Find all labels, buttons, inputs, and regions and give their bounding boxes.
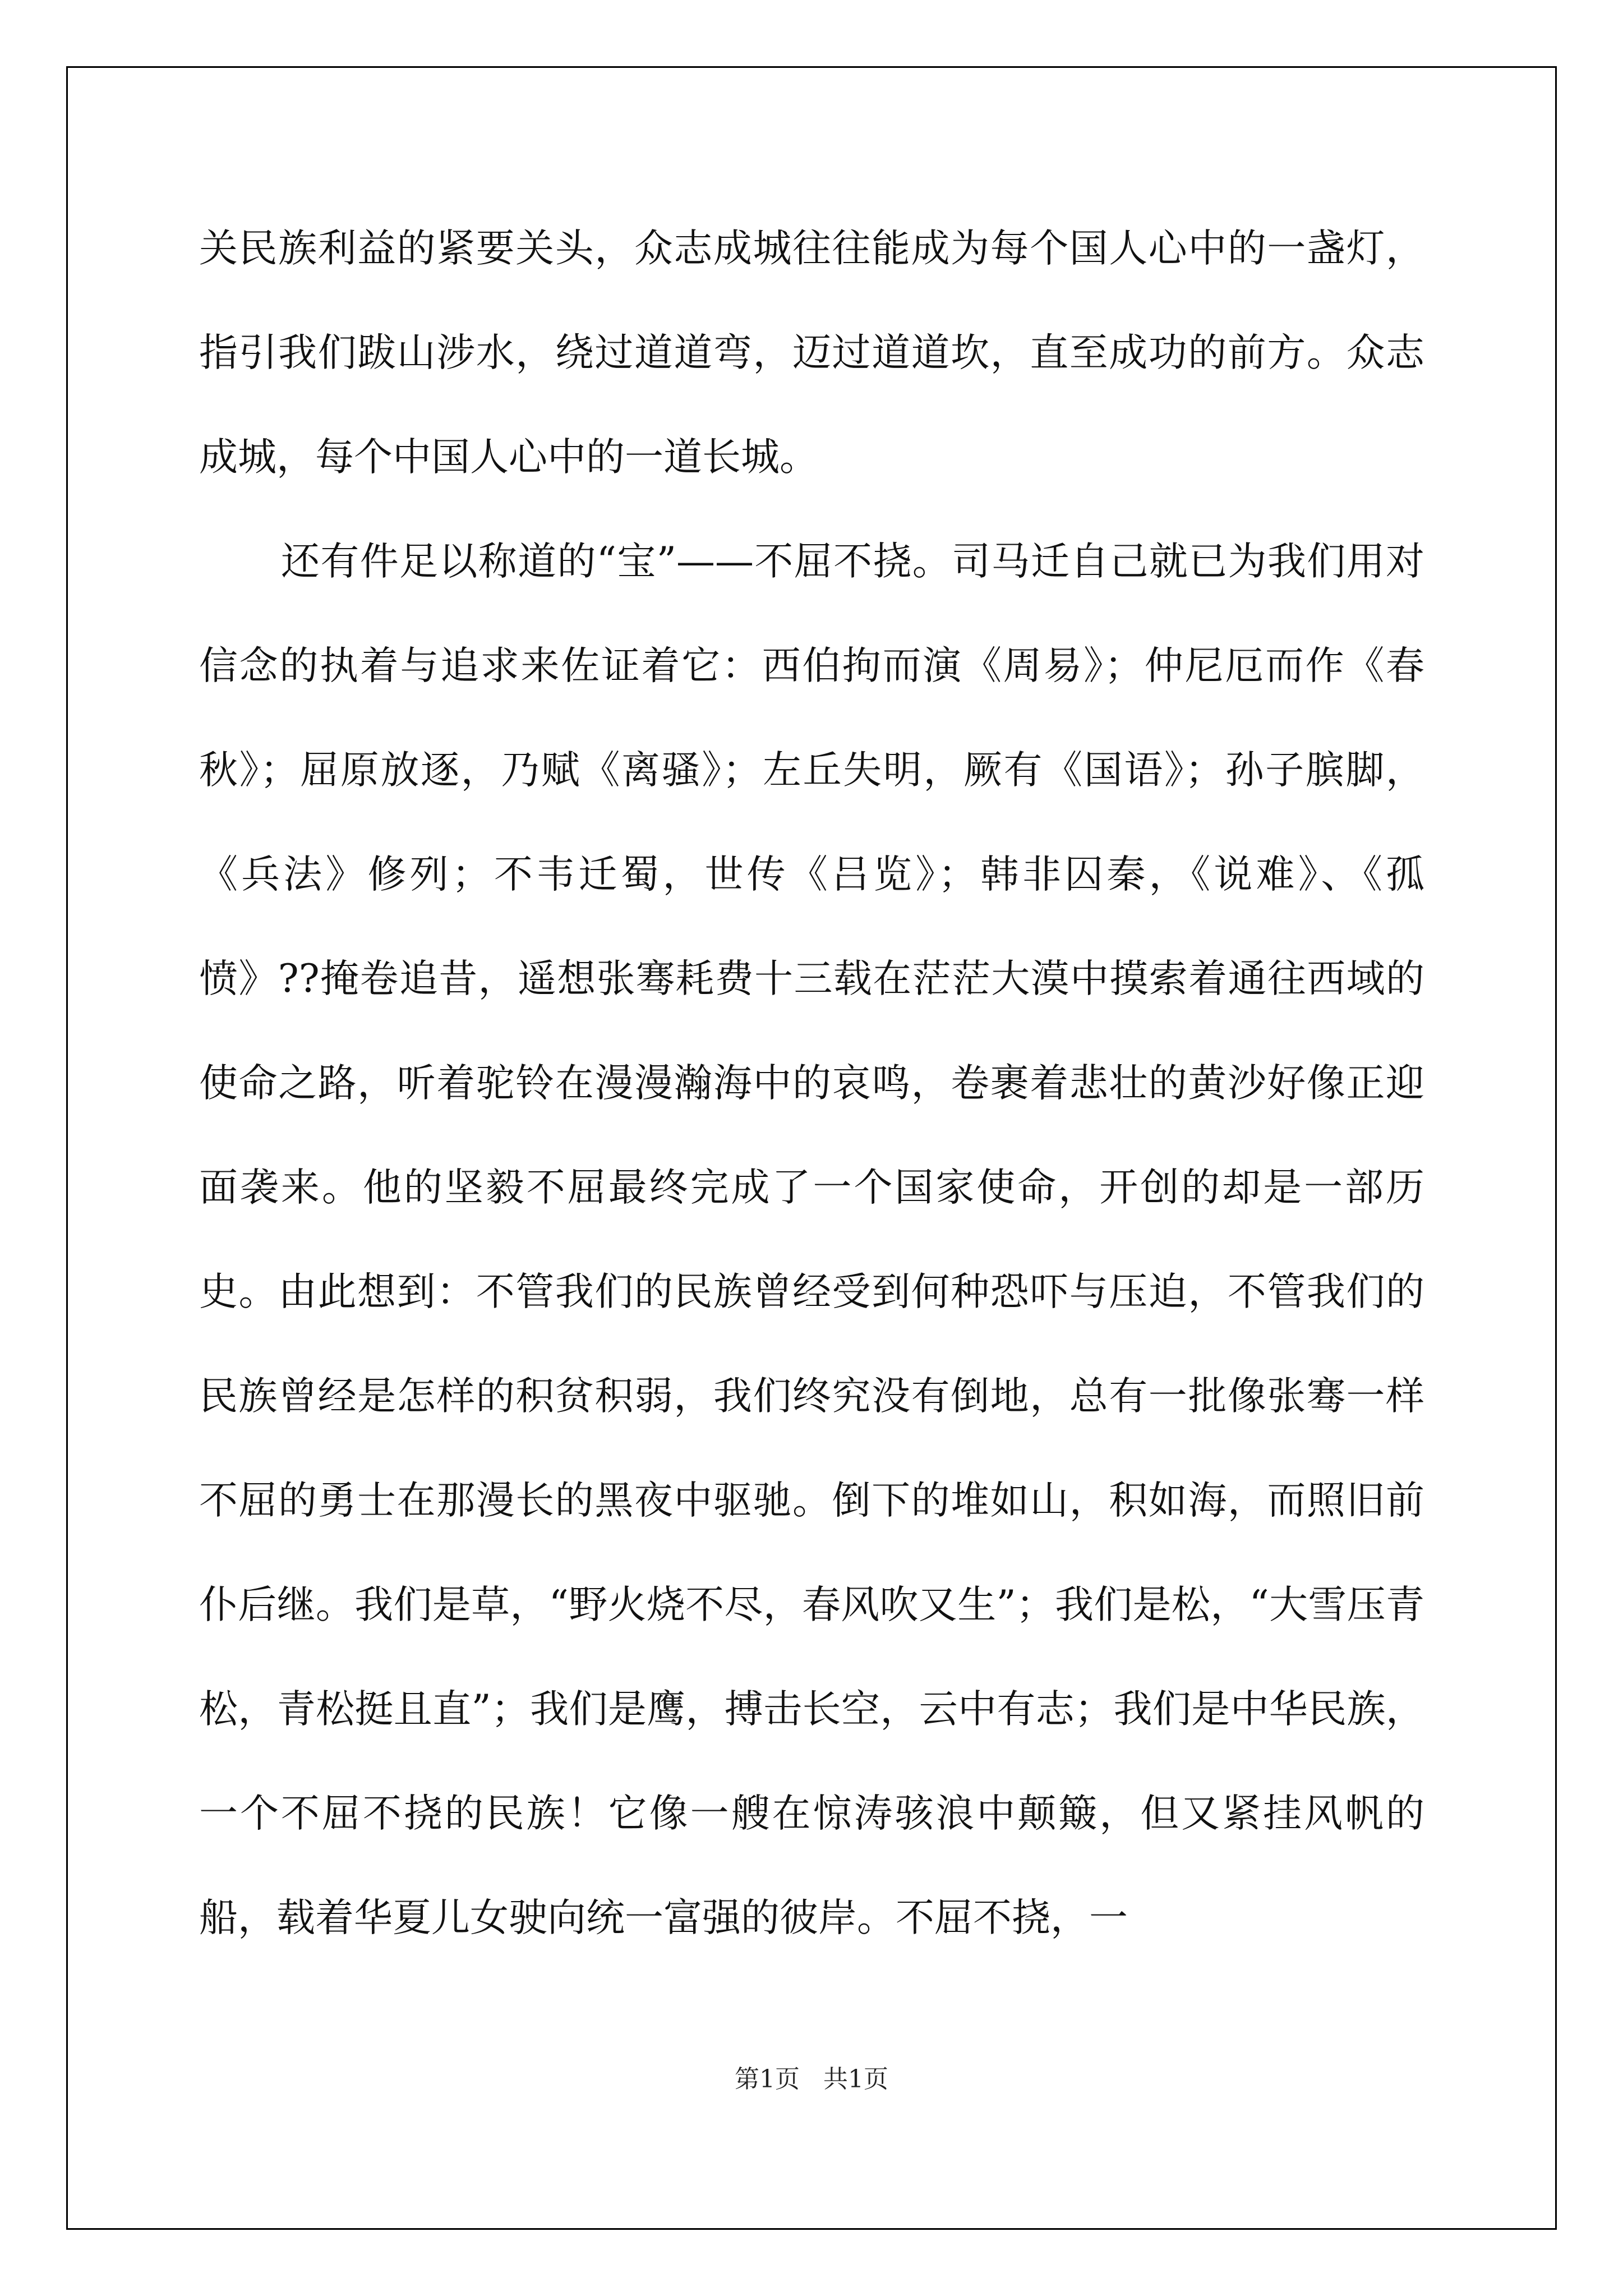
document-body xyxy=(199,196,1424,1970)
page-footer: 第1页 共1页 xyxy=(735,2065,888,2093)
paragraph-perseverance: 还有件足以称道的“宝”——不屈不挠。司马迁自己就已为我们用对信念的执着与追求来佐证着它：西伯拘而演《周易》；仲尼厄而作《春秋》；屈原放逐，乃赋《离骚》；左丘失明，厥有《国语》；孙子膑脚，《兵法》修列；不韦迁蜀，世传《吕览》；韩非囚秦，《说难》、《孤愤》??掩卷追昔，遥想张骞耗费十三载在茫茫大漠中摸索着通往西域的使命之路，听着驼铃在漫漫瀚海中的哀鸣，卷裹着悲壮的黄沙好像正迎面袭来。他的坚毅不屈最终完成了一个国家使命，开创的却是一部历史。由此想到：不管我们的民族曾经受到何种恐吓与压迫，不管我们的民族曾经是怎样的积贫积弱，我们终究没有倒地，总有一批像张骞一样不屈的勇士在那漫长的黑夜中驱驰。倒下的堆如山，积如海，而照旧前仆后继。我们是草，“野火烧不尽，春风吹又生”；我们是松，“大雪压青松，青松挺且直”；我们是鹰，搏击长空，云中有志；我们是中华民族，一个不屈不挠的民族！它像一艘在惊涛骇浪中颠簸，但又紧挂风帆的船，载着华夏儿女驶向统一富强的彼岸。不屈不挠，一 xyxy=(199,539,1424,1940)
paragraph-continuation: 关民族利益的紧要关头，众志成城往往能成为每个国人心中的一盏灯，指引我们跋山涉水，绕过道道弯，迈过道道坎，直至成功的前方。众志成城，每个中国人心中的一道长城。 xyxy=(199,226,1424,480)
